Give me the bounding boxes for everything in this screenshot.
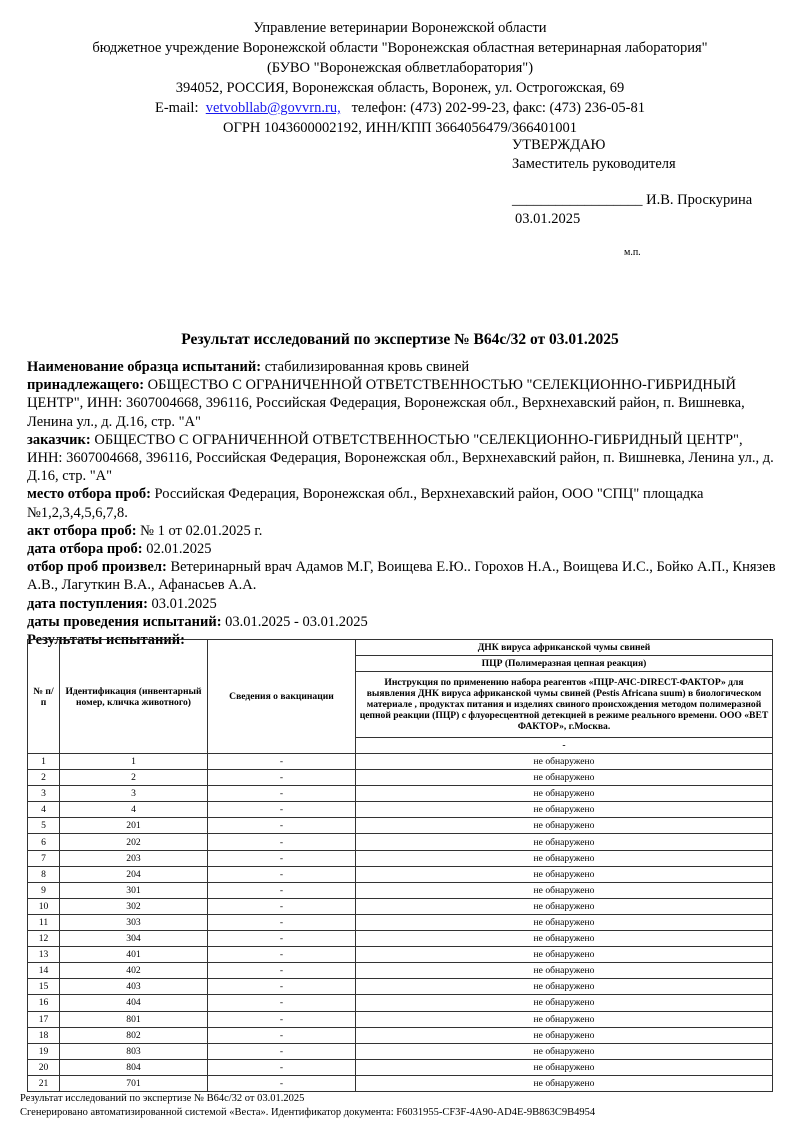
table-row	[28, 979, 773, 995]
cell-result: не обнаружено	[356, 770, 773, 786]
cell-vaccination: -	[208, 1059, 356, 1075]
cell-identification: 401	[60, 947, 208, 963]
cell-vaccination: -	[208, 1075, 356, 1091]
cell-number: 1	[28, 754, 60, 770]
table-row	[28, 802, 773, 818]
signature-line: __________________	[512, 192, 643, 208]
cell-result: не обнаружено	[356, 882, 773, 898]
cell-identification: 801	[60, 1011, 208, 1027]
cell-result: не обнаружено	[356, 1027, 773, 1043]
email-label: E-mail:	[154, 100, 199, 116]
cell-identification: 201	[60, 818, 208, 834]
org-short-name: (БУВО "Воронежская облветлаборатория")	[266, 60, 534, 76]
table-row	[28, 834, 773, 850]
table-row	[28, 914, 773, 930]
cell-identification: 202	[60, 834, 208, 850]
cell-number: 15	[28, 979, 60, 995]
cell-vaccination: -	[208, 963, 356, 979]
cell-vaccination: -	[208, 754, 356, 770]
table-row	[28, 786, 773, 802]
cell-result: не обнаружено	[356, 1075, 773, 1091]
cell-result: не обнаружено	[356, 1011, 773, 1027]
cell-identification: 804	[60, 1059, 208, 1075]
cell-vaccination: -	[208, 1043, 356, 1059]
table-row	[28, 1027, 773, 1043]
cell-result: не обнаружено	[356, 979, 773, 995]
col-header-target: ДНК вируса африканской чумы свиней	[356, 640, 773, 656]
approval-position: Заместитель руководителя	[512, 156, 676, 172]
col-header-instruction: Инструкция по применению набора реагентов «ПЦР-АЧС-DIRECT-ФАКТОР» для выявления ДНК вируса африканской чумы свиней (Pestis Africana suum) в биологическом материале , продуктах питания и изделиях свиного происхождения методом полимеразной цепной реакции (ПЦР) с флуоресцентной детекцией в режиме реального времени. ООО «ВЕТ ФАКТОР», г.Москва.	[356, 672, 773, 738]
cell-vaccination: -	[208, 914, 356, 930]
cell-number: 9	[28, 882, 60, 898]
document-title: Результат исследований по экспертизе № В64с/32 от 03.01.2025	[181, 331, 619, 348]
table-row	[28, 770, 773, 786]
sample-info	[27, 358, 777, 649]
cell-result: не обнаружено	[356, 947, 773, 963]
info-field-label: заказчик:	[27, 431, 91, 448]
cell-number: 18	[28, 1027, 60, 1043]
cell-number: 8	[28, 866, 60, 882]
cell-identification: 803	[60, 1043, 208, 1059]
col-header-norm: -	[356, 738, 773, 754]
info-field	[27, 358, 777, 376]
table-row	[28, 963, 773, 979]
col-header-method: ПЦР (Полимеразная цепная реакция)	[356, 656, 773, 672]
cell-vaccination: -	[208, 834, 356, 850]
cell-result: не обнаружено	[356, 898, 773, 914]
info-field-value: Ветеринарный врач Адамов М.Г, Воищева Е.Ю.. Горохов Н.А., Воищева И.С., Бойко А.П., Князев А.В., Лагуткин В.А., Афанасьев А.А.	[27, 559, 776, 594]
cell-result: не обнаружено	[356, 914, 773, 930]
cell-result: не обнаружено	[356, 1059, 773, 1075]
cell-result: не обнаружено	[356, 931, 773, 947]
cell-vaccination: -	[208, 1011, 356, 1027]
col-header-number: № п/п	[28, 640, 60, 754]
cell-identification: 404	[60, 995, 208, 1011]
cell-identification: 402	[60, 963, 208, 979]
info-field-label: дата поступления:	[27, 595, 148, 612]
table-row	[28, 931, 773, 947]
info-field-value: ОБЩЕСТВО С ОГРАНИЧЕННОЙ ОТВЕТСТВЕННОСТЬЮ "СЕЛЕКЦИОННО-ГИБРИДНЫЙ ЦЕНТР", ИНН: 3607004668, 396116, Российская Федерация, Воронежская обл., Верхнехавский район, п. Вишневка, Ленина ул., д. Д.16, стр. "А"	[27, 431, 774, 485]
cell-vaccination: -	[208, 802, 356, 818]
cell-identification: 403	[60, 979, 208, 995]
footer-generated: Сгенерировано автоматизированной системой «Веста». Идентификатор документа: F6031955-CF3F-4A90-AD4E-9B863C9B4954	[20, 1107, 596, 1118]
cell-result: не обнаружено	[356, 818, 773, 834]
cell-identification: 304	[60, 931, 208, 947]
cell-identification: 701	[60, 1075, 208, 1091]
cell-identification: 2	[60, 770, 208, 786]
cell-number: 2	[28, 770, 60, 786]
table-row	[28, 1011, 773, 1027]
info-field-value: Российская Федерация, Воронежская обл., Верхнехавский район, ООО "СПЦ" площадка №1,2,3,4,5,6,7,8.	[27, 486, 704, 521]
approval-signature	[512, 190, 752, 210]
cell-vaccination: -	[208, 947, 356, 963]
email-link[interactable]: vetvobllab@govvrn.ru,	[205, 100, 341, 116]
cell-vaccination: -	[208, 882, 356, 898]
cell-identification: 301	[60, 882, 208, 898]
cell-identification: 4	[60, 802, 208, 818]
table-row	[28, 1075, 773, 1091]
cell-identification: 302	[60, 898, 208, 914]
info-field	[27, 522, 777, 540]
info-field-value: № 1 от 02.01.2025 г.	[136, 522, 263, 539]
cell-identification: 3	[60, 786, 208, 802]
cell-number: 19	[28, 1043, 60, 1059]
cell-identification: 1	[60, 754, 208, 770]
cell-result: не обнаружено	[356, 834, 773, 850]
info-field-label: принадлежащего:	[27, 377, 145, 394]
info-field	[27, 376, 777, 431]
cell-result: не обнаружено	[356, 754, 773, 770]
phone-fax: телефон: (473) 202-99-23, факс: (473) 236-05-81	[351, 100, 645, 116]
cell-vaccination: -	[208, 818, 356, 834]
table-row	[28, 850, 773, 866]
table-row	[28, 1043, 773, 1059]
table-row	[28, 947, 773, 963]
cell-result: не обнаружено	[356, 1043, 773, 1059]
info-field-value: 02.01.2025	[142, 541, 212, 558]
cell-result: не обнаружено	[356, 802, 773, 818]
cell-number: 17	[28, 1011, 60, 1027]
col-header-vaccination: Сведения о вакцинации	[208, 640, 356, 754]
info-field	[27, 431, 777, 486]
cell-vaccination: -	[208, 786, 356, 802]
cell-number: 4	[28, 802, 60, 818]
table-row	[28, 882, 773, 898]
cell-number: 16	[28, 995, 60, 1011]
table-row	[28, 898, 773, 914]
cell-result: не обнаружено	[356, 786, 773, 802]
table-row	[28, 818, 773, 834]
org-full-name: бюджетное учреждение Воронежской области "Воронежская областная ветеринарная лаборатория"	[92, 40, 708, 56]
cell-vaccination: -	[208, 1027, 356, 1043]
info-field-label: Наименование образца испытаний:	[27, 359, 262, 375]
cell-result: не обнаружено	[356, 866, 773, 882]
info-field-label: акт отбора проб:	[27, 522, 137, 539]
info-field	[27, 595, 777, 613]
info-field	[27, 540, 777, 558]
info-field-value: 03.01.2025	[147, 595, 217, 612]
info-field-label: отбор проб произвел:	[27, 559, 167, 576]
cell-identification: 204	[60, 866, 208, 882]
cell-identification: 203	[60, 850, 208, 866]
signatory-name: И.В. Проскурина	[646, 192, 753, 208]
info-field	[27, 485, 777, 521]
cell-vaccination: -	[208, 979, 356, 995]
cell-number: 7	[28, 850, 60, 866]
cell-vaccination: -	[208, 866, 356, 882]
org-registration: ОГРН 1043600002192, ИНН/КПП 3664056479/366401001	[223, 120, 577, 136]
info-field-value: стабилизированная кровь свиней	[261, 359, 470, 375]
org-contacts	[0, 98, 800, 118]
table-row	[28, 866, 773, 882]
cell-identification: 303	[60, 914, 208, 930]
cell-vaccination: -	[208, 898, 356, 914]
cell-identification: 802	[60, 1027, 208, 1043]
cell-number: 21	[28, 1075, 60, 1091]
cell-vaccination: -	[208, 995, 356, 1011]
info-field-value: ОБЩЕСТВО С ОГРАНИЧЕННОЙ ОТВЕТСТВЕННОСТЬЮ "СЕЛЕКЦИОННО-ГИБРИДНЫЙ ЦЕНТР", ИНН: 3607004668, 396116, Российская Федерация, Воронежская обл., Верхнехавский район, п. Вишневка, Ленина ул., д. Д.16, стр. "А"	[27, 377, 745, 430]
stamp-placeholder: м.п.	[624, 247, 641, 258]
org-address: 394052, РОССИЯ, Воронежская область, Воронеж, ул. Острогожская, 69	[175, 80, 625, 96]
cell-result: не обнаружено	[356, 995, 773, 1011]
results-table	[27, 639, 773, 1092]
cell-vaccination: -	[208, 931, 356, 947]
info-field-value: 03.01.2025 - 03.01.2025	[221, 613, 368, 630]
info-field-label: дата отбора проб:	[27, 541, 143, 558]
table-row	[28, 1059, 773, 1075]
info-field	[27, 558, 777, 594]
cell-vaccination: -	[208, 770, 356, 786]
cell-result: не обнаружено	[356, 963, 773, 979]
cell-vaccination: -	[208, 850, 356, 866]
info-field-label: даты проведения испытаний:	[27, 613, 222, 630]
col-header-identification: Идентификация (инвентарный номер, кличка животного)	[60, 640, 208, 754]
cell-number: 12	[28, 931, 60, 947]
cell-number: 10	[28, 898, 60, 914]
cell-number: 11	[28, 914, 60, 930]
cell-result: не обнаружено	[356, 850, 773, 866]
footer-reference: Результат исследований по экспертизе № В64с/32 от 03.01.2025	[20, 1093, 305, 1104]
info-field	[27, 613, 777, 631]
table-row	[28, 754, 773, 770]
info-field-label: Результаты испытаний:	[27, 632, 185, 649]
cell-number: 13	[28, 947, 60, 963]
org-parent-name: Управление ветеринарии Воронежской области	[253, 20, 547, 36]
cell-number: 20	[28, 1059, 60, 1075]
cell-number: 14	[28, 963, 60, 979]
approval-date: 03.01.2025	[515, 211, 581, 227]
info-field-label: место отбора проб:	[27, 486, 151, 503]
cell-number: 6	[28, 834, 60, 850]
approval-title: УТВЕРЖДАЮ	[512, 137, 606, 153]
table-row	[28, 995, 773, 1011]
cell-number: 3	[28, 786, 60, 802]
cell-number: 5	[28, 818, 60, 834]
